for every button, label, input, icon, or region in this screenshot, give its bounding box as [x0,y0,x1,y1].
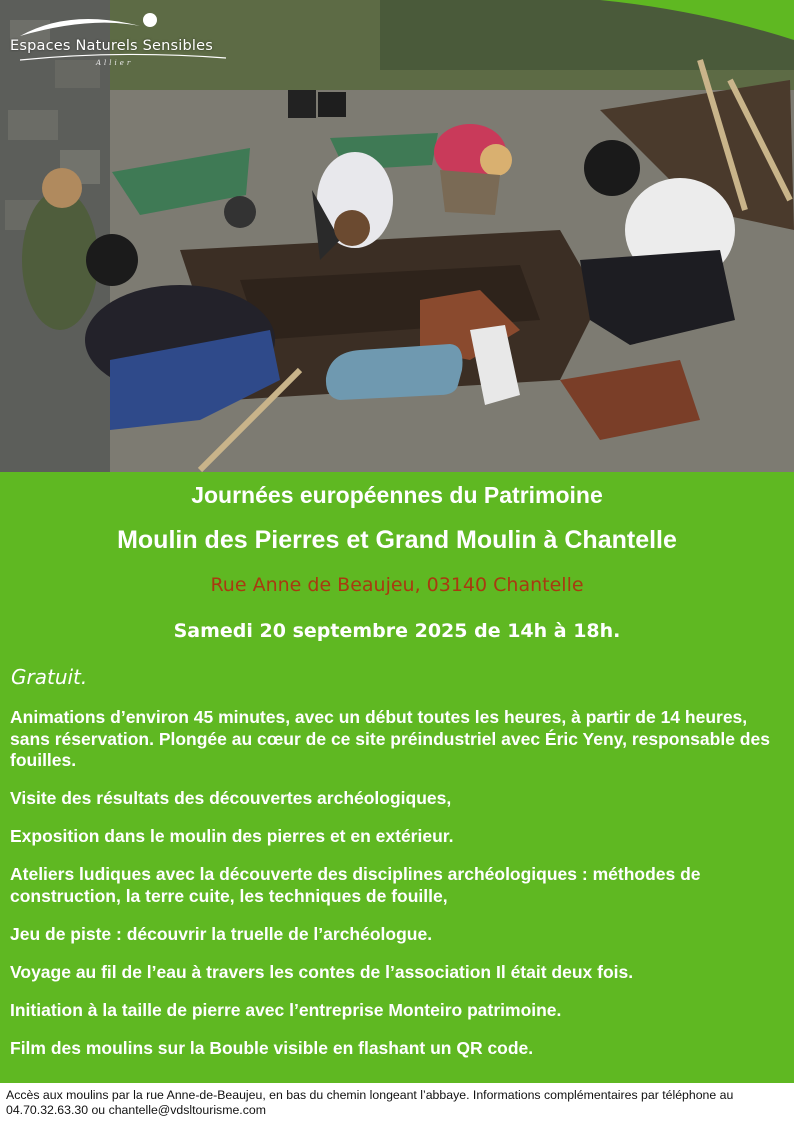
event-price: Gratuit. [11,665,88,689]
activity-item: Exposition dans le moulin des pierres et en extérieur. [10,826,454,846]
event-address: Rue Anne de Beaujeu, 03140 Chantelle [210,574,584,596]
excavation-photo [0,0,794,472]
activity-item: Ateliers ludiques avec la découverte des disciplines archéologiques : méthodes de construction, la terre cuite, les techniques de fouille, [10,864,701,906]
excavation-scene-illustration [0,0,794,472]
activity-item: Initiation à la taille de pierre avec l’entreprise Monteiro patrimoine. [10,999,562,1020]
event-date: Samedi 20 septembre 2025 de 14h à 18h. [173,620,621,642]
logo-text: Espaces Naturels Sensibles [10,38,214,54]
activity-item: Film des moulins sur la Bouble visible en flashant un QR code. [10,1037,534,1058]
activity-item: Voyage au fil de l’eau à travers les contes de l’association Il était deux fois. [10,961,634,982]
activity-item: Jeu de piste : découvrir la truelle de l’archéologue. [10,923,433,944]
activity-item: Visite des résultats des découvertes archéologiques, [10,788,452,808]
event-info-panel [0,472,794,1083]
activities-list [10,707,780,1076]
logo-subtext: Allier [96,59,134,67]
footer-info: Accès aux moulins par la rue Anne-de-Beaujeu, en bas du chemin longeant l’abbaye. Informations complémentaires par téléphone au 04.70.32.63.30 ou chantelle@vdsltourisme.com [6,1088,734,1117]
event-subtitle: Moulin des Pierres et Grand Moulin à Chantelle [117,526,677,554]
activity-item: Animations d’environ 45 minutes, avec un début toutes les heures, à partir de 14 heures, sans réservation. Plongée au cœur de ce site préindustriel avec Éric Yeny, responsable des fouilles. [10,707,770,770]
event-title: Journées européennes du Patrimoine [191,482,603,508]
